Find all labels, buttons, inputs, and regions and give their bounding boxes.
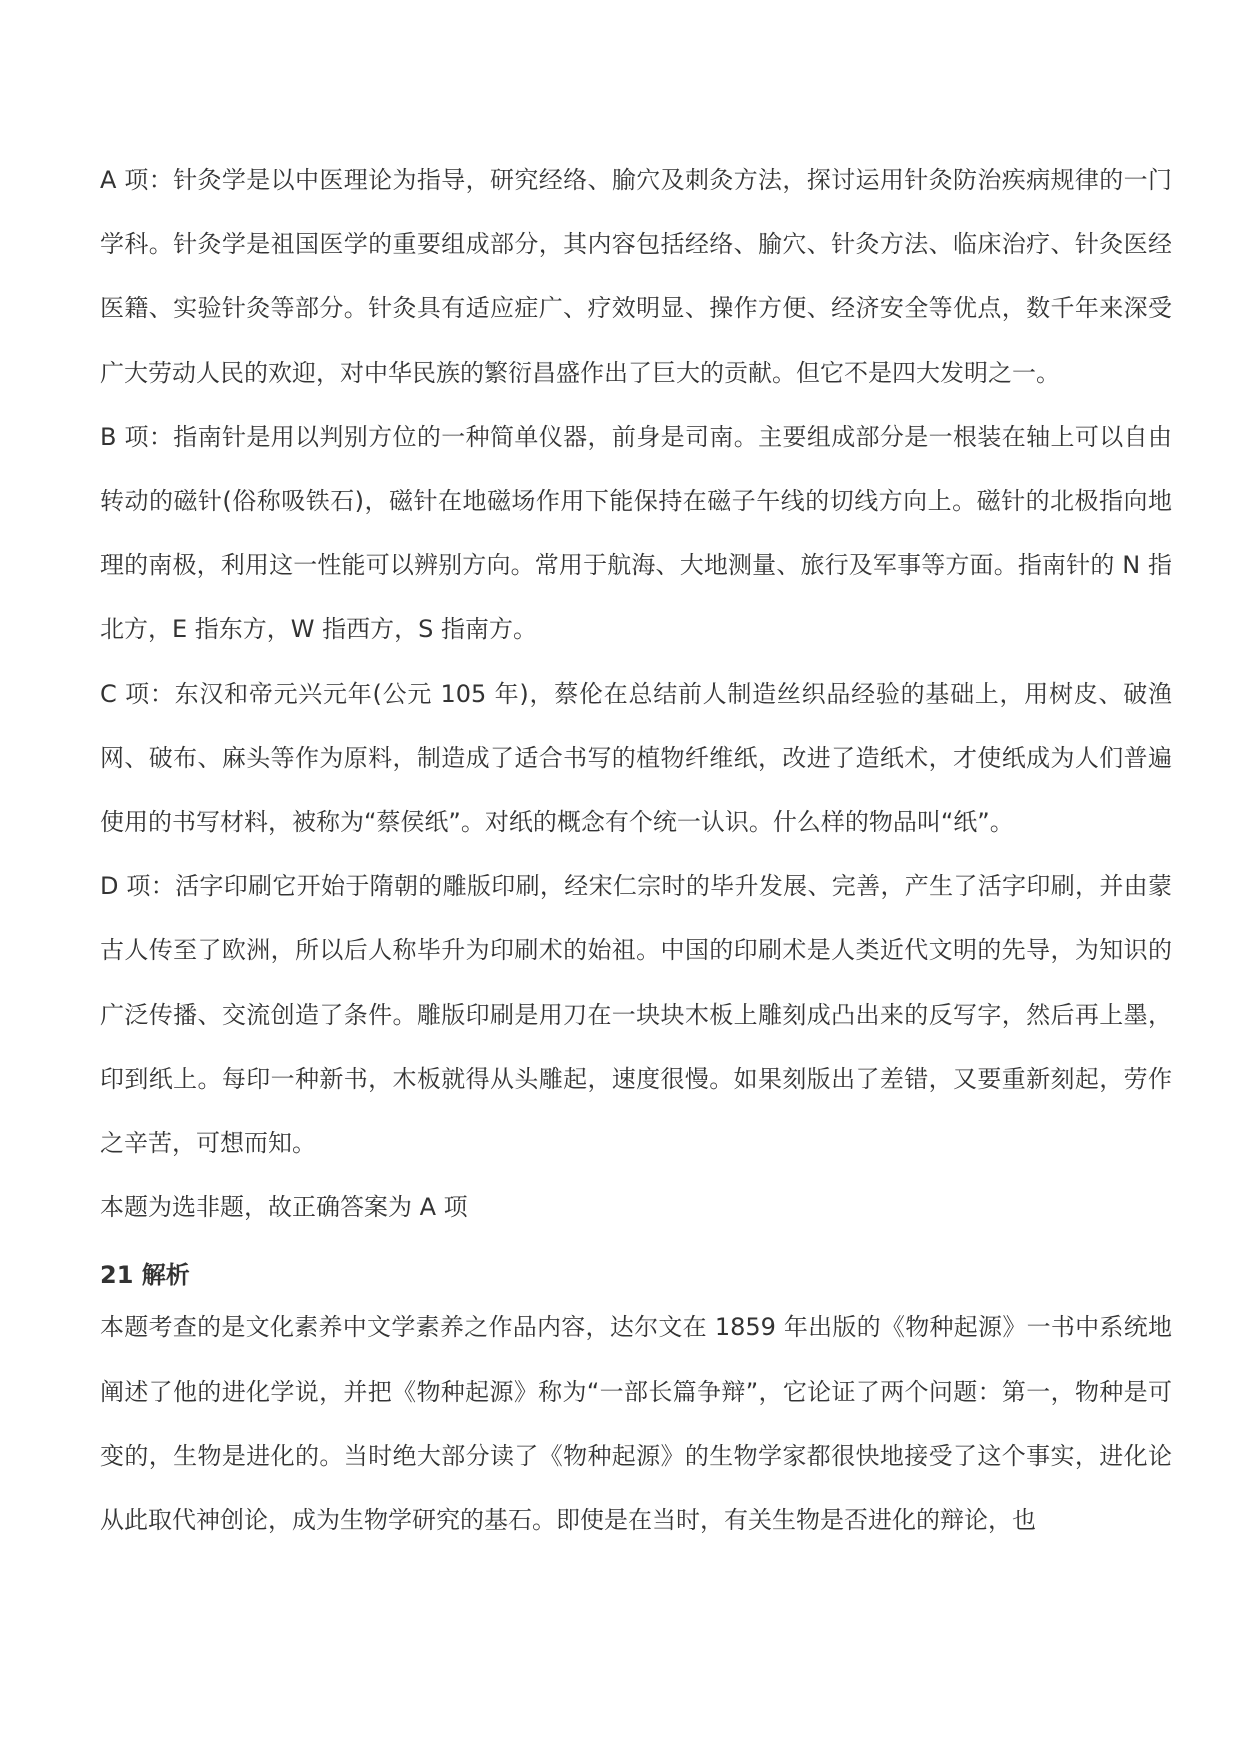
paragraph-answer: 本题为选非题，故正确答案为 A 项 — [100, 1193, 468, 1222]
paragraph-option-a: A 项：针灸学是以中医理论为指导，研究经络、腧穴及刺灸方法，探讨运用针灸防治疾病规律的一门学科。针灸学是祖国医学的重要组成部分，其内容包括经络、腧穴、针灸方法、临床治疗、针灸医经医籍、实验针灸等部分。针灸具有适应症广、疗效明显、操作方便、经济安全等优点，数千年来深受广大劳动人民的欢迎，对中华民族的繁衍昌盛作出了巨大的贡献。但它不是四大发明之一。 — [100, 166, 1172, 387]
paragraph-option-d: D 项：活字印刷它开始于隋朝的雕版印刷，经宋仁宗时的毕升发展、完善，产生了活字印刷，并由蒙古人传至了欧洲，所以后人称毕升为印刷术的始祖。中国的印刷术是人类近代文明的先导，为知识的广泛传播、交流创造了条件。雕版印刷是用刀在一块块木板上雕刻成凸出来的反写字，然后再上墨，印到纸上。每印一种新书，木板就得从头雕起，速度很慢。如果刻版出了差错，又要重新刻起，劳作之辛苦，可想而知。 — [100, 872, 1172, 1158]
section-heading-21: 21 解析 — [100, 1261, 190, 1290]
paragraph-option-b: B 项：指南针是用以判别方位的一种简单仪器，前身是司南。主要组成部分是一根装在轴上可以自由转动的磁针(俗称吸铁石)，磁针在地磁场作用下能保持在磁子午线的切线方向上。磁针的北极指向地理的南极，利用这一性能可以辨别方向。常用于航海、大地测量、旅行及军事等方面。指南针的 N 指北方，E 指东方，W 指西方，S 指南方。 — [100, 422, 1172, 644]
paragraph-option-c: C 项：东汉和帝元兴元年(公元 105 年)，蔡伦在总结前人制造丝织品经验的基础上，用树皮、破渔网、破布、麻头等作为原料，制造成了适合书写的植物纤维纸，改进了造纸术，才使纸成为人们普遍使用的书写材料，被称为“蔡侯纸”。对纸的概念有个统一认识。什么样的物品叫“纸”。 — [100, 679, 1172, 837]
paragraph-q21-body: 本题考查的是文化素养中文学素养之作品内容，达尔文在 1859 年出版的《物种起源》一书中系统地阐述了他的进化学说，并把《物种起源》称为“一部长篇争辩”，它论证了两个问题：第一，物种是可变的，生物是进化的。当时绝大部分读了《物种起源》的生物学家都很快地接受了这个事实，进化论从此取代神创论，成为生物学研究的基石。即使是在当时，有关生物是否进化的辩论，也 — [100, 1313, 1172, 1535]
document-page — [100, 148, 1172, 1552]
